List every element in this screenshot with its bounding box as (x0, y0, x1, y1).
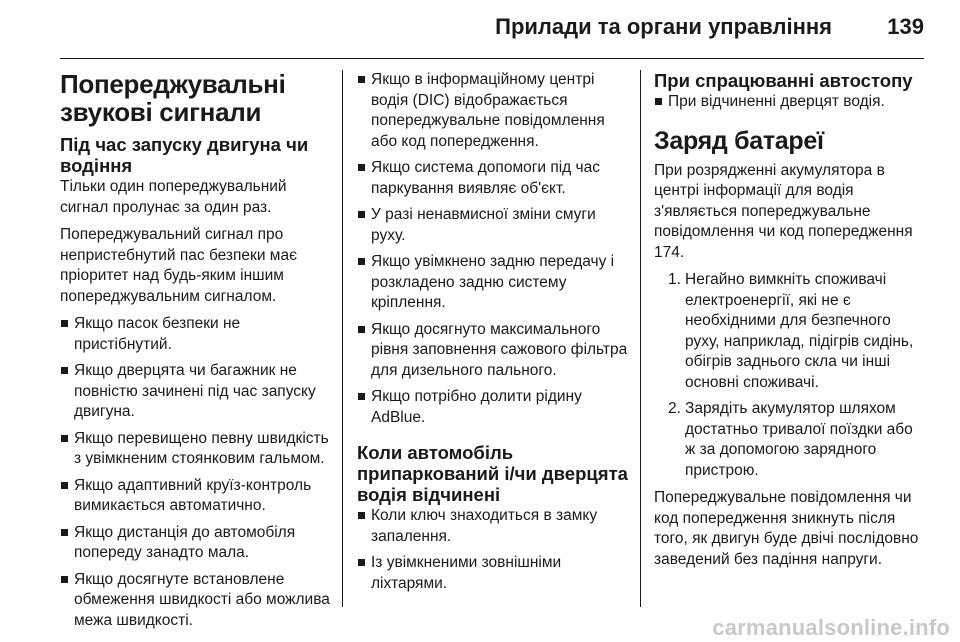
column-2 (357, 70, 629, 600)
list-item: Коли ключ знаходиться в замку запалення. (357, 506, 629, 547)
column-3 (654, 70, 926, 577)
list-item: Якщо досягнуто максимального рівня заповнення сажового фільтра для дизельного пального. (357, 320, 629, 382)
page-header (0, 0, 960, 58)
list-item: Якщо дверцята чи багажник не повністю зачинені під час запуску двигуна. (60, 361, 335, 423)
list-item (654, 270, 926, 393)
list-item: У разі ненавмисної зміни смуги руху. (357, 205, 629, 246)
paragraph: Попереджувальне повідомлення чи код попередження зникнуть після того, як двигун буде двічі послідовно заведений без падіння напруги. (654, 489, 919, 568)
column-divider (342, 70, 343, 607)
paragraph: Попереджувальний сигнал про непристебнутий пас безпеки має пріоритет над будь-яким іншим попереджувальним сигналом. (60, 226, 297, 305)
list-item: Якщо потрібно долити рідину AdBlue. (357, 387, 629, 428)
list-item: Якщо пасок безпеки не пристібнутий. (60, 314, 335, 355)
list-item: Із увімкненими зовнішніми ліхтарями. (357, 553, 629, 594)
list-item: Якщо дистанція до автомобіля попереду занадто мала. (60, 523, 335, 564)
list-item: Якщо досягнуте встановлене обмеження швидкості або можлива межа швидкості. (60, 570, 335, 632)
step-text: Негайно вимкніть споживачі електроенергії, які не є необхідними для безпечного руху, наприклад, підігрів сидінь, обігрів заднього скла чи інші основні споживачі. (685, 271, 914, 391)
list-item: Якщо система допомоги під час паркування виявляє об'єкт. (357, 158, 629, 199)
list-item: Якщо увімкнено задню передачу і розкладено задню систему кріплення. (357, 252, 629, 314)
step-number: 2. (668, 400, 681, 417)
subheading-autostop: При спрацюванні автостопу (654, 70, 913, 91)
list-item (654, 399, 926, 481)
header-divider (60, 58, 924, 59)
step-number: 1. (668, 271, 681, 288)
paragraph: При розрядженні акумулятора в центрі інформації для водія з'являється попереджувальне повідомлення чи код попередження 174. (654, 161, 913, 261)
list-item: Якщо в інформаційному центрі водія (DIC) відображається попереджувальне повідомлення або код попередження. (357, 70, 629, 152)
watermark: carmanualsonline.info (712, 615, 950, 640)
subheading-parked: Коли автомобіль припаркований і/чи дверцята водія відчинені (357, 442, 628, 505)
column-divider (640, 70, 641, 607)
section-title: Прилади та органи управління (495, 14, 832, 39)
list-item: При відчиненні дверцят водія. (654, 92, 926, 113)
list-item: Якщо перевищено певну швидкість з увімкненим стоянковим гальмом. (60, 429, 335, 470)
paragraph: Тільки один попереджувальний сигнал пролунає за один раз. (60, 178, 287, 216)
heading-battery-charge: Заряд батареї (654, 126, 824, 155)
bullet-list (60, 314, 335, 631)
numbered-list (654, 270, 926, 481)
bullet-list (357, 70, 629, 428)
list-item: Якщо адаптивний круїз-контроль вимикається автоматично. (60, 476, 335, 517)
page-number: 139 (887, 14, 924, 39)
bullet-list (357, 506, 629, 594)
heading-warning-chimes: Попереджувальні звукові сигнали (60, 69, 286, 127)
bullet-list (654, 92, 926, 113)
column-1 (60, 70, 335, 637)
step-text: Зарядіть акумулятор шляхом достатньо тривалої поїздки або ж за допомогою зарядного пристрою. (685, 400, 913, 479)
subheading-engine-start: Під час запуску двигуна чи водіння (60, 134, 309, 176)
